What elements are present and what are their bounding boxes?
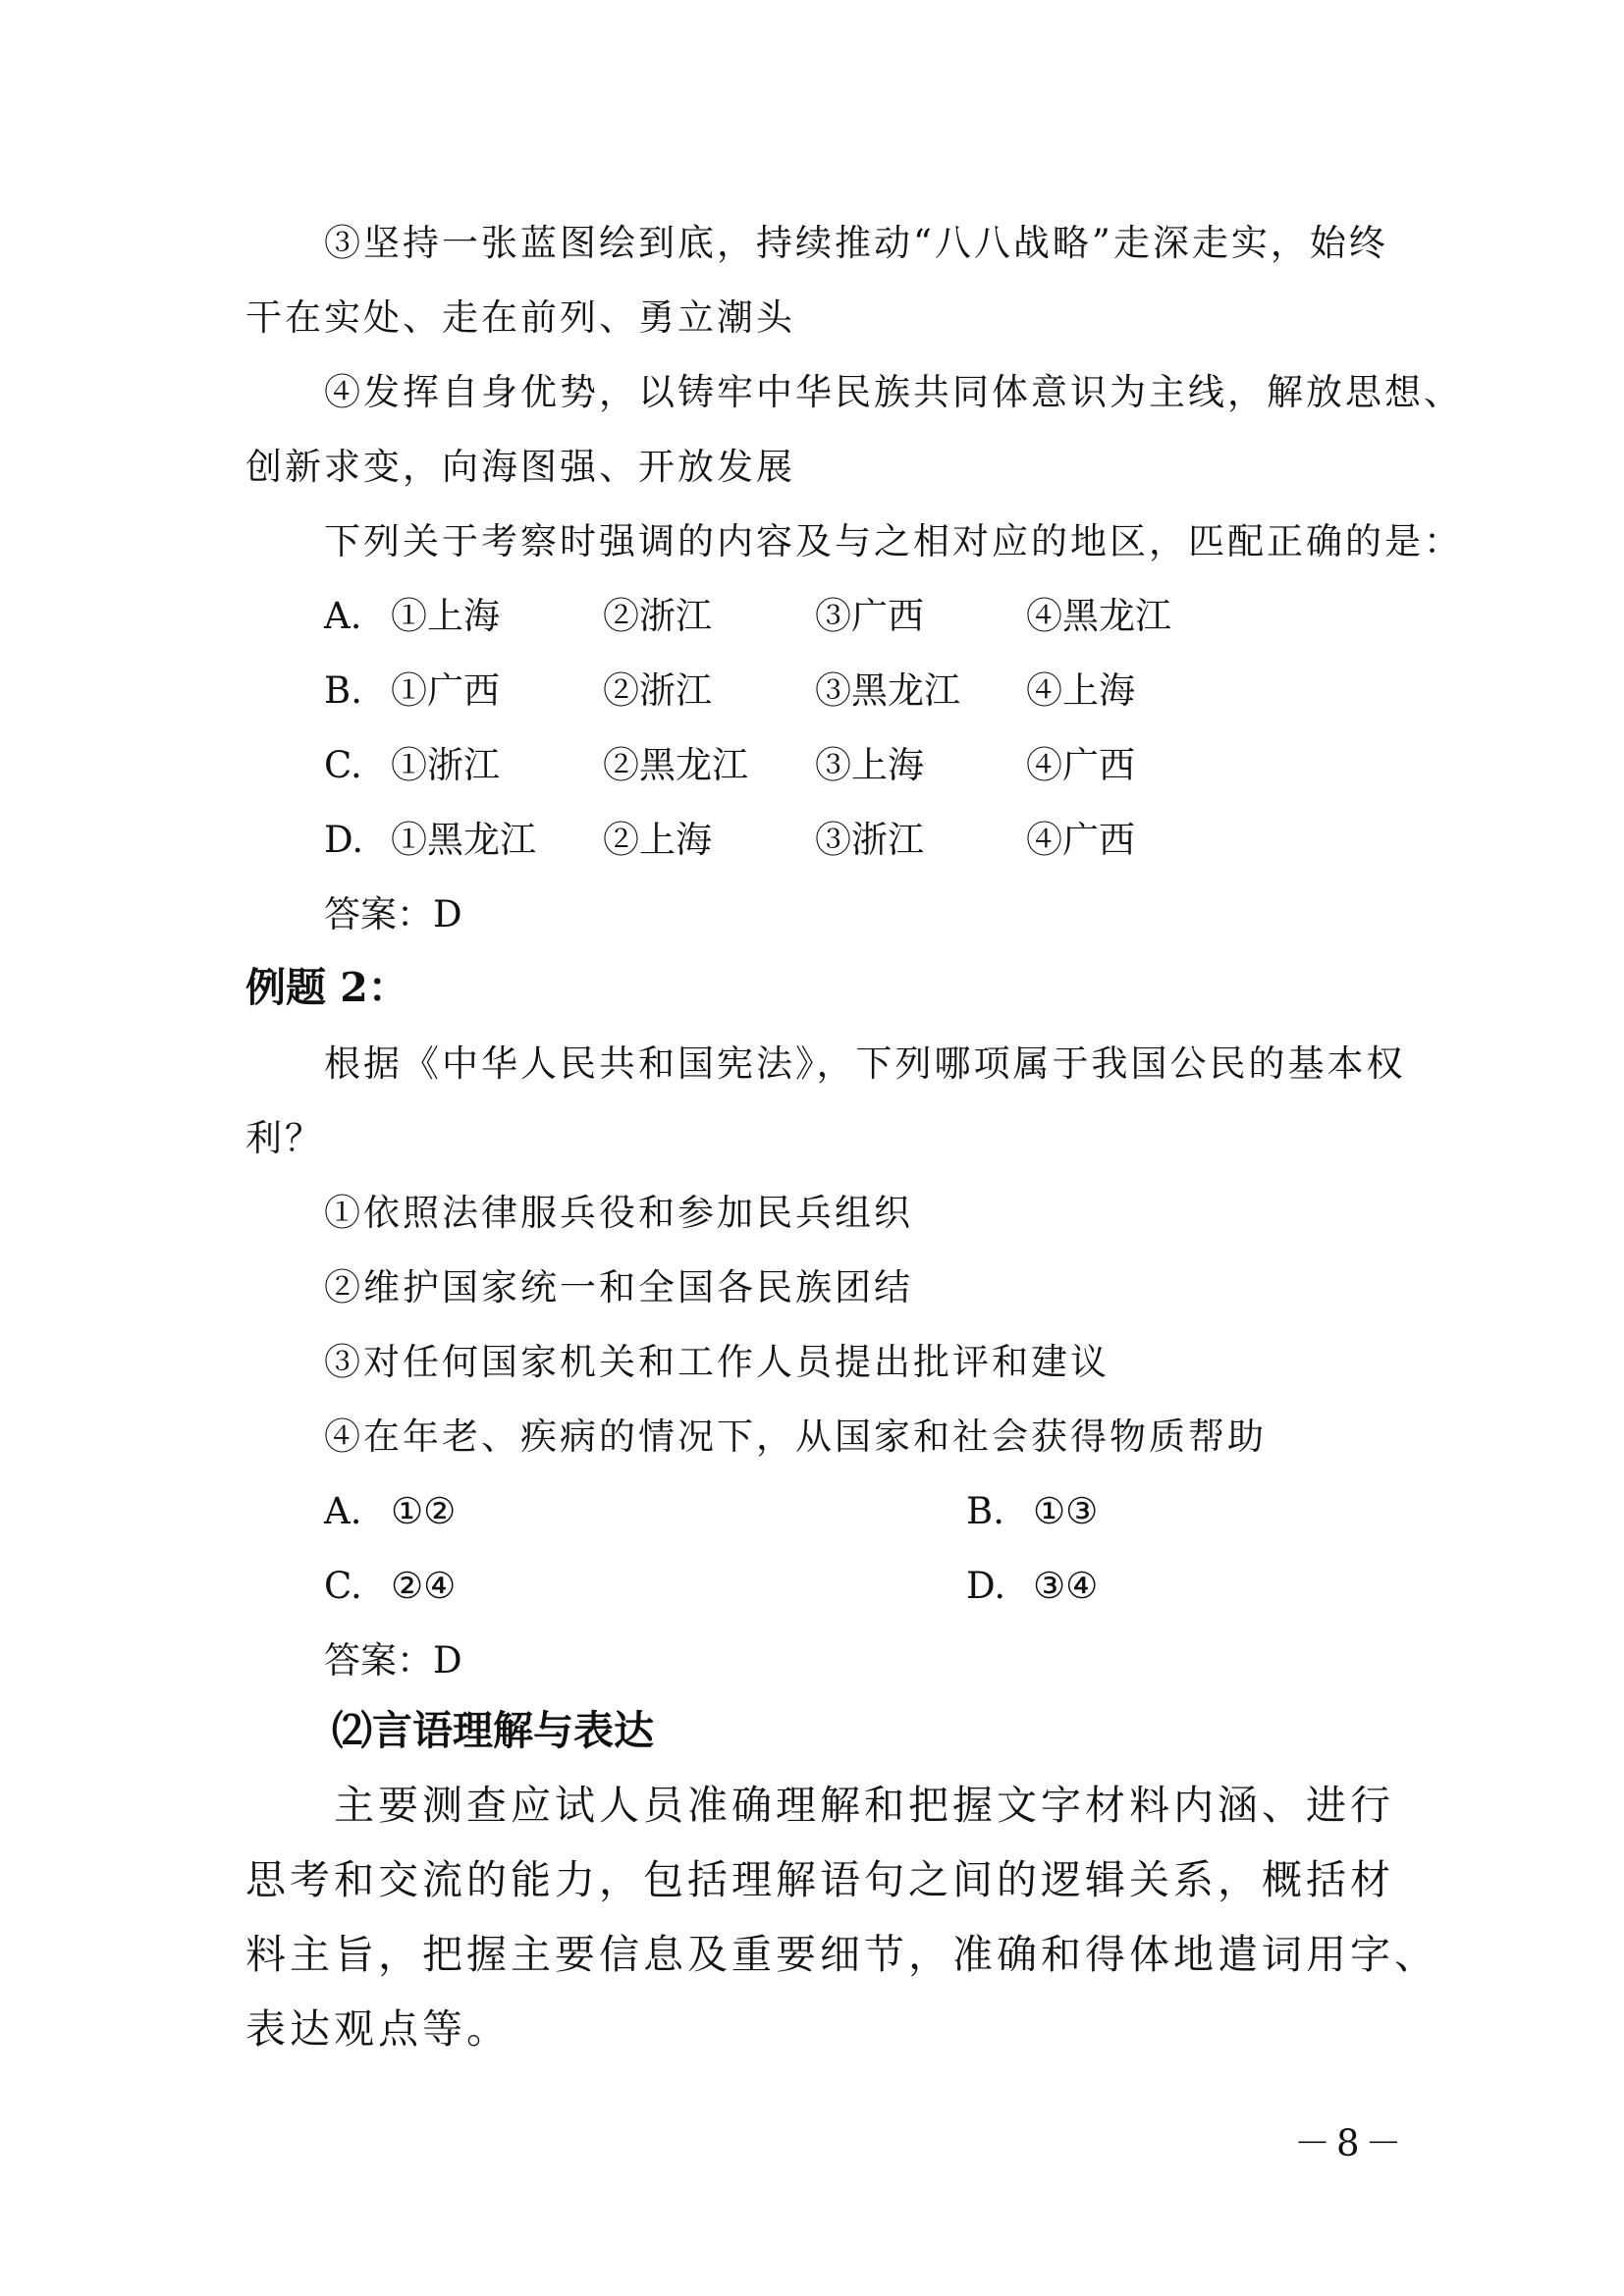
option-choice: ②上海	[603, 819, 712, 861]
option-choice: ③广西	[815, 595, 924, 637]
q1-item4-line2: 创新求变，向海图强、开放发展	[245, 446, 795, 488]
q2-heading: 例题 2：	[245, 964, 408, 1011]
q2-item-3: ③对任何国家机关和工作人员提出批评和建议	[324, 1341, 1110, 1383]
option-choice: ①浙江	[391, 744, 500, 786]
option-choice: ④上海	[1026, 669, 1135, 712]
option-letter: B.	[966, 1490, 1004, 1532]
option-choice: ④广西	[1026, 819, 1135, 861]
page-number: －8－	[1294, 2122, 1408, 2164]
option-letter: C.	[324, 1565, 362, 1607]
option-choice: ①②	[391, 1490, 457, 1532]
section-paragraph-line4: 表达观点等。	[245, 2005, 511, 2053]
q2-item-4: ④在年老、疾病的情况下，从国家和社会获得物质帮助	[324, 1415, 1267, 1458]
option-choice: ④黑龙江	[1026, 595, 1171, 637]
option-choice: ①广西	[391, 669, 500, 712]
option-choice: ③黑龙江	[815, 669, 960, 712]
option-choice: ③④	[1033, 1565, 1099, 1607]
option-choice: ②浙江	[603, 595, 712, 637]
q2-item-1: ①依照法律服兵役和参加民兵组织	[324, 1192, 913, 1234]
option-letter: A.	[324, 1490, 362, 1532]
section-paragraph-line3: 料主旨，把握主要信息及重要细节，准确和得体地遣词用字、	[245, 1931, 1438, 1978]
q1-item3-line1: ③坚持一张蓝图绘到底，持续推动“八八战略”走深走实，始终	[324, 222, 1388, 264]
section-paragraph-line2: 思考和交流的能力，包括理解语句之间的逻辑关系，概括材	[245, 1856, 1394, 1903]
section-paragraph-line1: 主要测查应试人员准确理解和把握文字材料内涵、进行	[334, 1782, 1394, 1829]
option-letter: C.	[324, 744, 362, 786]
option-letter: D.	[966, 1565, 1006, 1607]
q2-stem-line2: 利？	[245, 1117, 324, 1159]
q2-stem-line1: 根据《中华人民共和国宪法》，下列哪项属于我国公民的基本权	[324, 1042, 1406, 1085]
section-heading: ⑵言语理解与表达	[332, 1707, 654, 1754]
option-choice: ②黑龙江	[603, 744, 748, 786]
option-choice: ①上海	[391, 595, 500, 637]
option-letter: A.	[324, 595, 362, 637]
option-letter: B.	[324, 669, 362, 712]
option-choice: ①③	[1033, 1490, 1099, 1532]
option-choice: ②浙江	[603, 669, 712, 712]
q2-item-2: ②维护国家统一和全国各民族团结	[324, 1266, 913, 1308]
q1-answer: 答案：D	[324, 893, 462, 935]
q2-answer: 答案：D	[324, 1639, 462, 1682]
q1-item4-line1: ④发挥自身优势，以铸牢中华民族共同体意识为主线，解放思想、	[324, 371, 1463, 413]
option-letter: D.	[324, 819, 364, 861]
option-choice: ④广西	[1026, 744, 1135, 786]
option-choice: ②④	[391, 1565, 457, 1607]
option-choice: ③上海	[815, 744, 924, 786]
option-choice: ③浙江	[815, 819, 924, 861]
option-choice: ①黑龙江	[391, 819, 536, 861]
q1-question: 下列关于考察时强调的内容及与之相对应的地区，匹配正确的是：	[324, 520, 1463, 562]
q1-item3-line2: 干在实处、走在前列、勇立潮头	[245, 296, 795, 339]
